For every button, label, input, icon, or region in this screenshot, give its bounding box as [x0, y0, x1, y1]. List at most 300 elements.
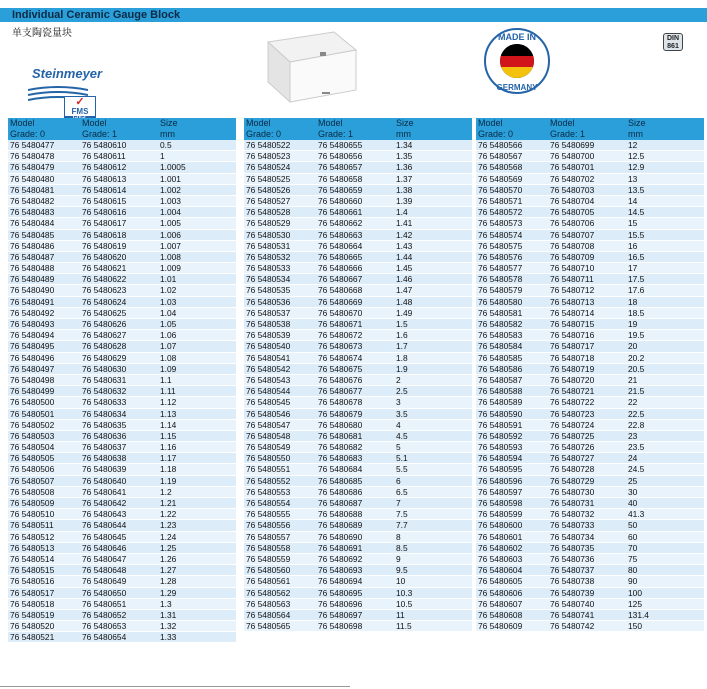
model-grade1-cell: 76 5480654	[82, 632, 127, 643]
model-grade1-cell: 76 5480667	[318, 274, 363, 285]
model-grade0-cell: 76 5480519	[10, 609, 55, 620]
model-grade1-cell: 76 5480689	[318, 520, 363, 531]
table-row	[8, 308, 236, 319]
model-grade1-cell: 76 5480725	[550, 430, 595, 441]
size-cell: 1.48	[396, 296, 413, 307]
size-cell: 1.23	[160, 520, 177, 531]
model-grade0-cell: 76 5480594	[478, 453, 523, 464]
table-row	[476, 353, 704, 364]
model-grade0-cell: 76 5480506	[10, 464, 55, 475]
model-grade0-cell: 76 5480598	[478, 498, 523, 508]
model-grade0-cell: 76 5480498	[10, 374, 55, 385]
header-size: Size	[160, 118, 178, 128]
model-grade0-cell: 76 5480517	[10, 587, 55, 598]
model-grade0-cell: 76 5480579	[478, 285, 523, 296]
model-grade0-cell: 76 5480548	[246, 430, 291, 441]
size-cell: 17.5	[628, 274, 645, 285]
model-grade0-cell: 76 5480553	[246, 486, 291, 497]
table-row	[476, 263, 704, 274]
table-row	[476, 409, 704, 420]
table-header	[8, 118, 236, 140]
table-row	[8, 431, 236, 442]
table-row	[244, 397, 472, 408]
model-grade0-cell: 76 5480583	[478, 330, 523, 341]
model-grade1-cell: 76 5480671	[318, 319, 363, 329]
size-cell: 0.5	[160, 140, 172, 150]
model-grade1-cell: 76 5480621	[82, 263, 127, 274]
model-grade0-cell: 76 5480539	[246, 330, 291, 341]
size-cell: 1.006	[160, 229, 181, 240]
model-grade0-cell: 76 5480560	[246, 565, 291, 576]
model-grade0-cell: 76 5480573	[478, 218, 523, 229]
table-row	[476, 174, 704, 185]
model-grade1-cell: 76 5480698	[318, 621, 363, 632]
table-row	[244, 453, 472, 464]
table-row	[476, 565, 704, 576]
size-cell: 1.31	[160, 609, 177, 620]
table-row	[8, 185, 236, 196]
table-row	[476, 442, 704, 453]
size-cell: 22	[628, 397, 638, 408]
model-grade0-cell: 76 5480589	[478, 397, 523, 408]
model-grade0-cell: 76 5480551	[246, 464, 291, 475]
table-row	[244, 140, 472, 151]
size-cell: 23.5	[628, 442, 645, 453]
table-row	[8, 409, 236, 420]
model-grade1-cell: 76 5480679	[318, 408, 363, 419]
size-cell: 20.5	[628, 363, 645, 374]
page-subtitle: 单支陶瓷量块	[12, 28, 72, 39]
model-grade1-cell: 76 5480699	[550, 140, 595, 150]
model-grade0-cell: 76 5480587	[478, 374, 523, 385]
model-grade1-cell: 76 5480733	[550, 520, 595, 531]
model-grade1-cell: 76 5480643	[82, 509, 127, 520]
size-cell: 17.6	[628, 285, 645, 296]
table-row	[8, 151, 236, 162]
table-row	[476, 498, 704, 509]
model-grade0-cell: 76 5480576	[478, 251, 523, 262]
model-grade0-cell: 76 5480488	[10, 263, 55, 274]
size-cell: 21	[628, 374, 638, 385]
size-cell: 18	[628, 296, 638, 307]
size-cell: 75	[628, 553, 638, 564]
model-grade1-cell: 76 5480735	[550, 542, 595, 553]
model-grade0-cell: 76 5480520	[10, 621, 55, 632]
size-cell: 1.24	[160, 531, 177, 542]
model-grade1-cell: 76 5480710	[550, 263, 595, 274]
size-cell: 15	[628, 218, 638, 229]
model-grade1-cell: 76 5480713	[550, 296, 595, 307]
size-cell: 30	[628, 486, 638, 497]
model-grade0-cell: 76 5480528	[246, 207, 291, 218]
size-cell: 1.03	[160, 296, 177, 307]
model-grade0-cell: 76 5480530	[246, 229, 291, 240]
table-row	[244, 151, 472, 162]
table-row	[476, 151, 704, 162]
size-cell: 1.12	[160, 397, 177, 408]
model-grade0-cell: 76 5480580	[478, 296, 523, 307]
size-cell: 80	[628, 565, 638, 576]
table-row	[8, 330, 236, 341]
model-grade0-cell: 76 5480577	[478, 263, 523, 274]
brand-name: Steinmeyer	[32, 66, 103, 81]
table-row	[8, 543, 236, 554]
size-cell: 1.22	[160, 509, 177, 520]
table-row	[8, 621, 236, 632]
model-grade1-cell: 76 5480660	[318, 195, 363, 206]
table-row	[8, 453, 236, 464]
model-grade1-cell: 76 5480681	[318, 430, 363, 441]
model-grade1-cell: 76 5480714	[550, 307, 595, 318]
model-grade1-cell: 76 5480731	[550, 498, 595, 508]
model-grade1-cell: 76 5480696	[318, 598, 363, 609]
model-grade0-cell: 76 5480549	[246, 442, 291, 453]
size-cell: 8	[396, 531, 401, 542]
table-row	[8, 162, 236, 173]
size-cell: 1.2	[160, 486, 172, 497]
model-grade0-cell: 76 5480490	[10, 285, 55, 296]
table-row	[244, 174, 472, 185]
model-grade1-cell: 76 5480663	[318, 229, 363, 240]
model-grade0-cell: 76 5480529	[246, 218, 291, 229]
table-row	[476, 543, 704, 554]
gauge-table-3	[476, 118, 704, 632]
model-grade1-cell: 76 5480614	[82, 184, 127, 195]
size-cell: 1.008	[160, 251, 181, 262]
model-grade1-cell: 76 5480685	[318, 475, 363, 486]
size-cell: 14	[628, 195, 638, 206]
model-grade0-cell: 76 5480477	[10, 140, 55, 150]
table-row	[8, 599, 236, 610]
model-grade0-cell: 76 5480591	[478, 419, 523, 430]
table-row	[8, 140, 236, 151]
size-cell: 1.3	[160, 598, 172, 609]
model-grade1-cell: 76 5480728	[550, 464, 595, 475]
size-cell: 3	[396, 397, 401, 408]
model-grade0-cell: 76 5480496	[10, 352, 55, 363]
size-cell: 1.26	[160, 553, 177, 564]
header-model-grade1: Model	[82, 118, 107, 128]
table-row	[8, 509, 236, 520]
table-row	[244, 364, 472, 375]
size-cell: 1.25	[160, 542, 177, 553]
table-body	[476, 140, 704, 632]
size-cell: 1.49	[396, 307, 413, 318]
table-row	[476, 464, 704, 475]
model-grade1-cell: 76 5480642	[82, 498, 127, 508]
table-row	[8, 319, 236, 330]
model-grade1-cell: 76 5480722	[550, 397, 595, 408]
size-cell: 11.5	[396, 621, 412, 632]
model-grade1-cell: 76 5480626	[82, 319, 127, 329]
model-grade1-cell: 76 5480703	[550, 184, 595, 195]
model-grade1-cell: 76 5480648	[82, 565, 127, 576]
size-cell: 19.5	[628, 330, 645, 341]
size-cell: 1.45	[396, 263, 413, 274]
size-cell: 1.39	[396, 195, 413, 206]
size-cell: 1.13	[160, 408, 177, 419]
size-cell: 12.9	[628, 162, 645, 173]
model-grade0-cell: 76 5480500	[10, 397, 55, 408]
table-row	[476, 364, 704, 375]
table-row	[476, 274, 704, 285]
model-grade1-cell: 76 5480652	[82, 609, 127, 620]
model-grade1-cell: 76 5480662	[318, 218, 363, 229]
model-grade0-cell: 76 5480582	[478, 319, 523, 329]
size-cell: 11	[396, 609, 405, 620]
model-grade0-cell: 76 5480578	[478, 274, 523, 285]
model-grade1-cell: 76 5480612	[82, 162, 127, 173]
table-row	[476, 599, 704, 610]
model-grade0-cell: 76 5480524	[246, 162, 291, 173]
size-cell: 6.5	[396, 486, 408, 497]
model-grade0-cell: 76 5480537	[246, 307, 291, 318]
size-cell: 150	[628, 621, 642, 632]
model-grade0-cell: 76 5480518	[10, 598, 55, 609]
model-grade0-cell: 76 5480568	[478, 162, 523, 173]
table-row	[8, 632, 236, 643]
table-row	[244, 162, 472, 173]
size-cell: 60	[628, 531, 638, 542]
table-header	[476, 118, 704, 140]
gauge-table-1	[8, 118, 236, 643]
size-cell: 1.44	[396, 251, 413, 262]
header-model-grade0: Model	[478, 118, 503, 128]
model-grade1-cell: 76 5480658	[318, 173, 363, 184]
table-row	[244, 330, 472, 341]
model-grade1-cell: 76 5480676	[318, 374, 363, 385]
model-grade1-cell: 76 5480695	[318, 587, 363, 598]
fms-label: FMS	[71, 107, 89, 116]
table-row	[476, 207, 704, 218]
table-row	[8, 442, 236, 453]
model-grade1-cell: 76 5480727	[550, 453, 595, 464]
model-grade1-cell: 76 5480686	[318, 486, 363, 497]
model-grade1-cell: 76 5480651	[82, 598, 127, 609]
size-cell: 20	[628, 341, 638, 352]
model-grade1-cell: 76 5480718	[550, 352, 595, 363]
size-cell: 1.43	[396, 240, 413, 251]
model-grade1-cell: 76 5480688	[318, 509, 363, 520]
model-grade0-cell: 76 5480542	[246, 363, 291, 374]
model-grade1-cell: 76 5480646	[82, 542, 127, 553]
model-grade1-cell: 76 5480678	[318, 397, 363, 408]
table-row	[8, 487, 236, 498]
table-row	[8, 520, 236, 531]
table-row	[476, 375, 704, 386]
model-grade0-cell: 76 5480492	[10, 307, 55, 318]
model-grade0-cell: 76 5480572	[478, 207, 523, 218]
model-grade1-cell: 76 5480692	[318, 553, 363, 564]
model-grade1-cell: 76 5480649	[82, 576, 127, 587]
header-grade1: Grade: 1	[550, 129, 586, 139]
size-cell: 1.35	[396, 151, 413, 162]
model-grade1-cell: 76 5480729	[550, 475, 595, 486]
model-grade1-cell: 76 5480640	[82, 475, 127, 486]
table-row	[244, 285, 472, 296]
model-grade0-cell: 76 5480592	[478, 430, 523, 441]
table-row	[8, 554, 236, 565]
model-grade0-cell: 76 5480511	[10, 520, 54, 531]
table-row	[476, 140, 704, 151]
model-grade1-cell: 76 5480666	[318, 263, 363, 274]
din-label: DIN	[666, 35, 680, 42]
table-row	[244, 621, 472, 632]
model-grade0-cell: 76 5480588	[478, 386, 523, 397]
table-row	[244, 230, 472, 241]
table-row	[476, 230, 704, 241]
table-row	[8, 285, 236, 296]
header-model-grade1: Model	[550, 118, 575, 128]
size-cell: 20.2	[628, 352, 645, 363]
table-row	[244, 341, 472, 352]
din-badge	[663, 33, 683, 51]
model-grade1-cell: 76 5480715	[550, 319, 595, 329]
table-row	[8, 364, 236, 375]
model-grade1-cell: 76 5480619	[82, 240, 127, 251]
table-row	[476, 509, 704, 520]
model-grade1-cell: 76 5480720	[550, 374, 595, 385]
model-grade0-cell: 76 5480567	[478, 151, 523, 162]
size-cell: 1.47	[396, 285, 413, 296]
table-row	[476, 621, 704, 632]
model-grade1-cell: 76 5480687	[318, 498, 363, 508]
table-row	[476, 532, 704, 543]
size-cell: 15.5	[628, 229, 645, 240]
size-cell: 50	[628, 520, 638, 531]
header-model-grade1: Model	[318, 118, 343, 128]
table-row	[8, 565, 236, 576]
size-cell: 16.5	[628, 251, 645, 262]
model-grade1-cell: 76 5480650	[82, 587, 127, 598]
size-cell: 1.4	[396, 207, 408, 218]
model-grade0-cell: 76 5480491	[10, 296, 55, 307]
table-row	[244, 319, 472, 330]
size-cell: 1.16	[160, 442, 177, 453]
model-grade1-cell: 76 5480738	[550, 576, 595, 587]
model-grade0-cell: 76 5480557	[246, 531, 291, 542]
model-grade0-cell: 76 5480593	[478, 442, 523, 453]
model-grade1-cell: 76 5480709	[550, 251, 595, 262]
table-header	[244, 118, 472, 140]
model-grade1-cell: 76 5480719	[550, 363, 595, 374]
table-row	[476, 341, 704, 352]
model-grade1-cell: 76 5480630	[82, 363, 127, 374]
model-grade1-cell: 76 5480732	[550, 509, 595, 520]
table-row	[8, 353, 236, 364]
size-cell: 1.14	[160, 419, 177, 430]
size-cell: 1.38	[396, 184, 413, 195]
model-grade0-cell: 76 5480482	[10, 195, 55, 206]
model-grade1-cell: 76 5480701	[550, 162, 595, 173]
svg-text:GERMANY: GERMANY	[496, 83, 538, 92]
model-grade1-cell: 76 5480716	[550, 330, 595, 341]
header-unit: mm	[396, 129, 411, 139]
size-cell: 1.42	[396, 229, 413, 240]
table-row	[476, 162, 704, 173]
model-grade1-cell: 76 5480645	[82, 531, 127, 542]
size-cell: 1.08	[160, 352, 177, 363]
table-row	[244, 599, 472, 610]
model-grade1-cell: 76 5480611	[82, 151, 126, 162]
check-icon: ✓	[75, 96, 85, 108]
model-grade0-cell: 76 5480584	[478, 341, 523, 352]
table-row	[244, 442, 472, 453]
size-cell: 5.5	[396, 464, 408, 475]
model-grade0-cell: 76 5480508	[10, 486, 55, 497]
table-row	[476, 588, 704, 599]
model-grade0-cell: 76 5480595	[478, 464, 523, 475]
header-size: Size	[628, 118, 646, 128]
size-cell: 2	[396, 374, 401, 385]
model-grade0-cell: 76 5480571	[478, 195, 523, 206]
model-grade1-cell: 76 5480636	[82, 430, 127, 441]
model-grade0-cell: 76 5480597	[478, 486, 523, 497]
size-cell: 10.3	[396, 587, 413, 598]
table-body	[244, 140, 472, 632]
size-cell: 22.8	[628, 419, 645, 430]
size-cell: 41.3	[628, 509, 645, 520]
model-grade0-cell: 76 5480521	[10, 632, 55, 643]
table-row	[476, 610, 704, 621]
table-row	[244, 263, 472, 274]
table-row	[8, 576, 236, 587]
size-cell: 7.7	[396, 520, 408, 531]
model-grade0-cell: 76 5480526	[246, 184, 291, 195]
table-row	[8, 397, 236, 408]
header-grade0: Grade: 0	[10, 129, 46, 139]
size-cell: 1.004	[160, 207, 181, 218]
model-grade0-cell: 76 5480540	[246, 341, 291, 352]
table-row	[476, 252, 704, 263]
table-row	[8, 375, 236, 386]
model-grade0-cell: 76 5480596	[478, 475, 523, 486]
model-grade1-cell: 76 5480680	[318, 419, 363, 430]
size-cell: 2.5	[396, 386, 408, 397]
model-grade1-cell: 76 5480631	[82, 374, 127, 385]
model-grade1-cell: 76 5480670	[318, 307, 363, 318]
table-row	[244, 476, 472, 487]
model-grade1-cell: 76 5480616	[82, 207, 127, 218]
model-grade0-cell: 76 5480558	[246, 542, 291, 553]
model-grade1-cell: 76 5480668	[318, 285, 363, 296]
size-cell: 17	[628, 263, 638, 274]
model-grade0-cell: 76 5480503	[10, 430, 55, 441]
size-cell: 1.005	[160, 218, 181, 229]
model-grade0-cell: 76 5480564	[246, 609, 291, 620]
model-grade0-cell: 76 5480561	[246, 576, 291, 587]
model-grade1-cell: 76 5480682	[318, 442, 363, 453]
table-row	[476, 218, 704, 229]
model-grade1-cell: 76 5480707	[550, 229, 595, 240]
size-cell: 1.36	[396, 162, 413, 173]
table-row	[244, 185, 472, 196]
model-grade0-cell: 76 5480479	[10, 162, 55, 173]
model-grade1-cell: 76 5480618	[82, 229, 127, 240]
model-grade0-cell: 76 5480608	[478, 609, 523, 620]
model-grade1-cell: 76 5480726	[550, 442, 595, 453]
model-grade0-cell: 76 5480555	[246, 509, 291, 520]
table-row	[244, 375, 472, 386]
table-row	[476, 319, 704, 330]
table-row	[8, 420, 236, 431]
size-cell: 1.7	[396, 341, 408, 352]
header-grade0: Grade: 0	[478, 129, 514, 139]
model-grade0-cell: 76 5480501	[10, 408, 55, 419]
model-grade0-cell: 76 5480499	[10, 386, 55, 397]
model-grade1-cell: 76 5480730	[550, 486, 595, 497]
model-grade1-cell: 76 5480706	[550, 218, 595, 229]
